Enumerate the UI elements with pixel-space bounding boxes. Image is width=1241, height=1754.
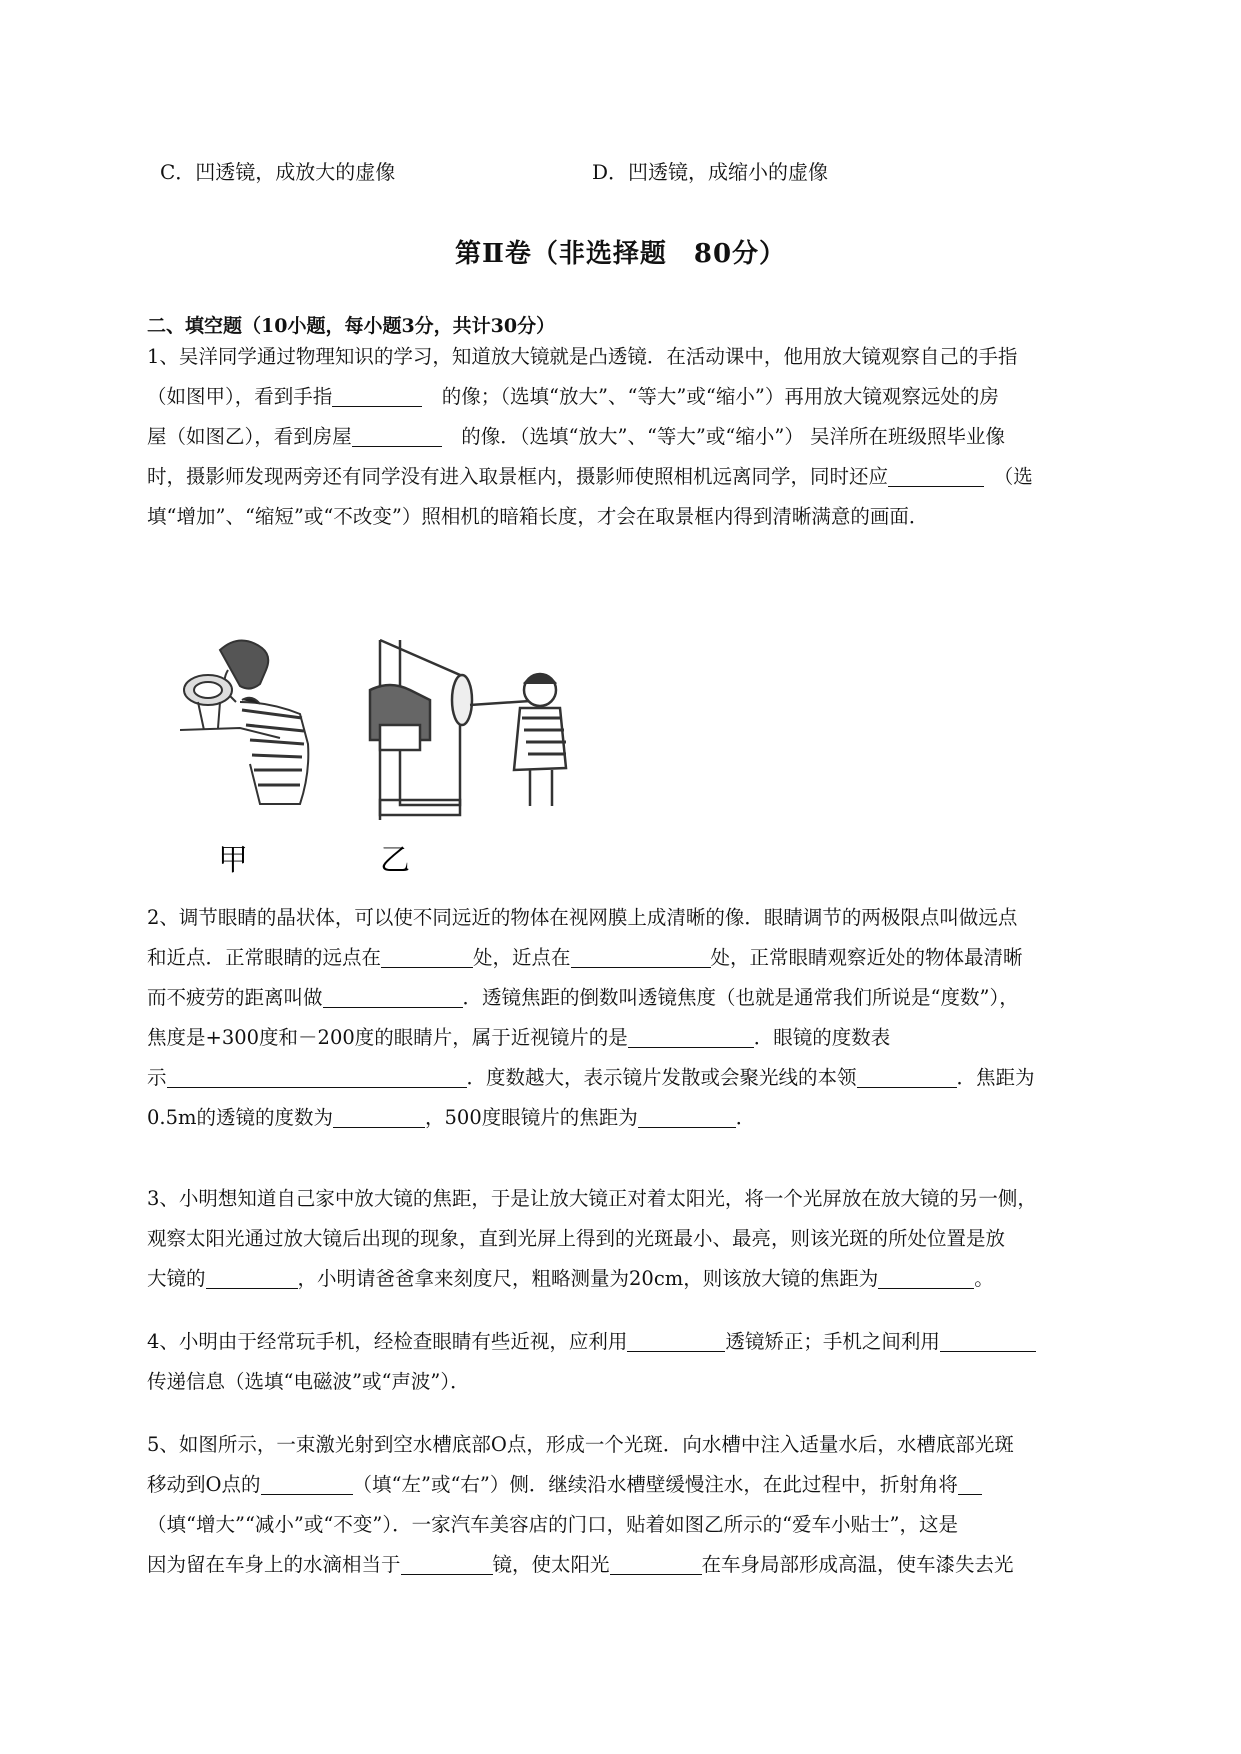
question-2 bbox=[147, 898, 1147, 1138]
answer-blank[interactable] bbox=[381, 945, 473, 968]
q5-line-3: （填“增大”“减小”或“不变”）．一家汽车美容店的门口，贴着如图乙所示的“爱车小贴士”，这是 bbox=[147, 1513, 959, 1536]
q1-line-1: 1、吴洋同学通过物理知识的学习，知道放大镜就是凸透镜．在活动课中，他用放大镜观察自己的手指 bbox=[147, 345, 1018, 368]
option-c: C．凹透镜，成放大的虚像 bbox=[160, 160, 396, 184]
answer-blank[interactable] bbox=[571, 945, 711, 968]
answer-blank[interactable] bbox=[857, 1065, 957, 1088]
q4-line-2: 传递信息（选填“电磁波”或“声波”）． bbox=[147, 1370, 470, 1393]
answer-blank[interactable] bbox=[167, 1065, 467, 1088]
question-4 bbox=[147, 1322, 1147, 1402]
option-d: D．凹透镜，成缩小的虚像 bbox=[592, 160, 829, 184]
q1-line-4: 时，摄影师发现两旁还有同学没有进入取景框内，摄影师使照相机远离同学，同时还应 （选 bbox=[147, 465, 1033, 488]
answer-blank[interactable] bbox=[888, 464, 984, 487]
question-1 bbox=[147, 337, 1147, 537]
q3-line-3: 大镜的 ，小明请爸爸拿来刻度尺，粗略测量为20cm，则该放大镜的焦距为 。 bbox=[147, 1267, 994, 1290]
answer-blank[interactable] bbox=[401, 1552, 493, 1575]
answer-blank[interactable] bbox=[628, 1025, 754, 1048]
figure-label-b: 乙 bbox=[380, 843, 410, 875]
answer-blank[interactable] bbox=[261, 1472, 353, 1495]
answer-blank[interactable] bbox=[878, 1266, 974, 1289]
answer-blank[interactable] bbox=[206, 1266, 298, 1289]
q1-line-3: 屋（如图乙），看到房屋 的像．（选填“放大”、“等大”或“缩小”） 吴洋所在班级照毕业像 bbox=[147, 425, 1006, 448]
answer-blank[interactable] bbox=[323, 985, 463, 1008]
answer-blank[interactable] bbox=[332, 384, 422, 407]
q1-line-2: （如图甲），看到手指 的像；（选填“放大”、“等大”或“缩小”）再用放大镜观察远处的房 bbox=[147, 385, 999, 408]
q2-line-3: 而不疲劳的距离叫做 ．透镜焦距的倒数叫透镜焦度（也就是通常我们所说是“度数”）， bbox=[147, 986, 1019, 1009]
answer-blank[interactable] bbox=[610, 1552, 702, 1575]
answer-blank[interactable] bbox=[940, 1329, 1036, 1352]
q2-line-6: 0.5m的透镜的度数为 ，500度眼镜片的焦距为 ． bbox=[147, 1106, 756, 1129]
answer-blank[interactable] bbox=[627, 1329, 725, 1352]
q3-line-1: 3、小明想知道自己家中放大镜的焦距，于是让放大镜正对着太阳光，将一个光屏放在放大镜的另一侧， bbox=[147, 1187, 1037, 1210]
figure-label-a: 甲 bbox=[218, 843, 248, 875]
answer-blank[interactable] bbox=[352, 424, 442, 447]
part-title: 第Ⅱ卷（非选择题 80分） bbox=[454, 239, 787, 269]
q2-line-2: 和近点．正常眼睛的远点在 处，近点在 处，正常眼睛观察近处的物体最清晰 bbox=[147, 946, 1023, 969]
answer-blank[interactable] bbox=[333, 1105, 425, 1128]
section-heading: 二、填空题（10小题，每小题3分，共计30分） bbox=[147, 315, 556, 337]
question-3 bbox=[147, 1179, 1147, 1299]
house-and-camera-drawing bbox=[370, 640, 566, 820]
figure-magnifier-illustration bbox=[180, 630, 670, 875]
q5-line-1: 5、如图所示，一束激光射到空水槽底部O点，形成一个光斑．向水槽中注入适量水后，水槽底部光斑 bbox=[147, 1433, 1014, 1456]
boy-with-magnifier-drawing bbox=[180, 640, 308, 804]
question-5 bbox=[147, 1425, 1147, 1585]
q5-line-2: 移动到O点的 （填“左”或“右”）侧．继续沿水槽壁缓慢注水，在此过程中，折射角将 bbox=[147, 1465, 1147, 1505]
q5-line-4: 因为留在车身上的水滴相当于 镜，使太阳光 在车身局部形成高温，使车漆失去光 bbox=[147, 1553, 1014, 1576]
q1-line-5: 填“增加”、“缩短”或“不改变”）照相机的暗箱长度，才会在取景框内得到清晰满意的画面． bbox=[147, 505, 929, 528]
q4-line-1: 4、小明由于经常玩手机，经检查眼睛有些近视，应利用 透镜矫正；手机之间利用 bbox=[147, 1322, 1147, 1362]
q2-line-5: 示 ．度数越大，表示镜片发散或会聚光线的本领 ．焦距为 bbox=[147, 1066, 1035, 1089]
q2-line-4: 焦度是+300度和－200度的眼睛片，属于近视镜片的是 ．眼镜的度数表 bbox=[147, 1026, 891, 1049]
answer-blank[interactable] bbox=[958, 1472, 982, 1495]
answer-blank[interactable] bbox=[638, 1105, 736, 1128]
q3-line-2: 观察太阳光通过放大镜后出现的现象，直到光屏上得到的光斑最小、最亮，则该光斑的所处位置是放 bbox=[147, 1227, 1006, 1250]
q2-line-1: 2、调节眼睛的晶状体，可以使不同远近的物体在视网膜上成清晰的像．眼睛调节的两极限点叫做远点 bbox=[147, 906, 1018, 929]
